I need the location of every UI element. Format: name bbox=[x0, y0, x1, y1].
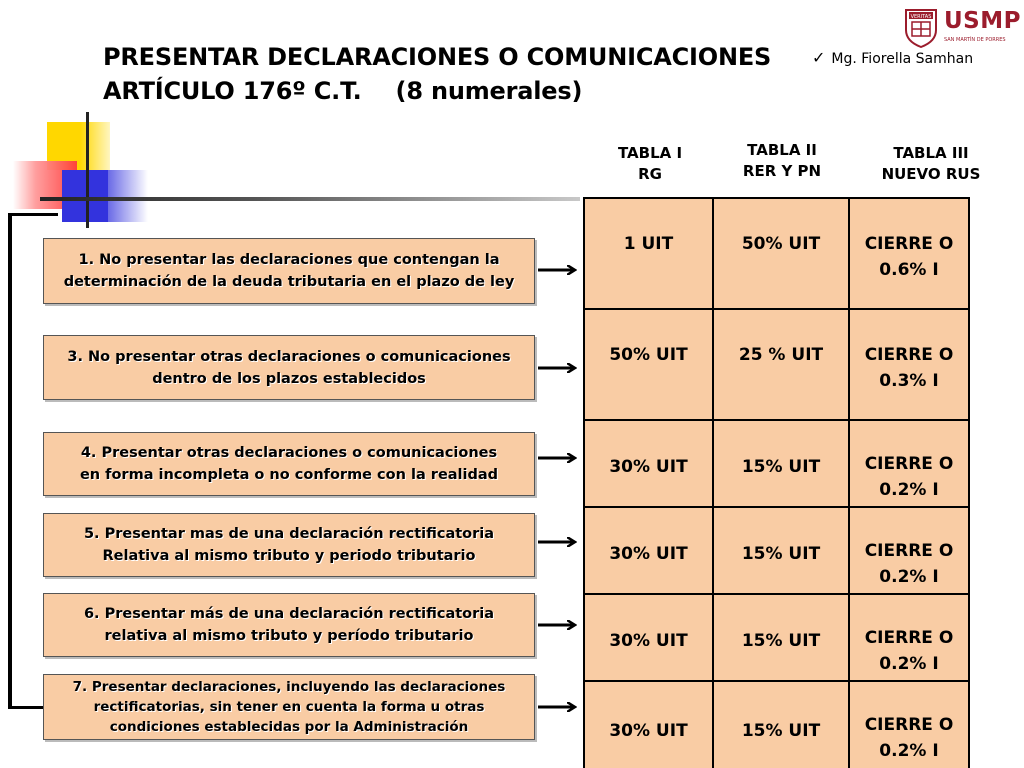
table-row bbox=[584, 420, 969, 507]
table-row bbox=[584, 309, 969, 420]
logo-text: USMP bbox=[944, 8, 1021, 34]
cell-tabla-1: 1 UIT bbox=[584, 198, 713, 309]
checkmark-icon: ✓ bbox=[812, 48, 826, 67]
infraction-box-3: 3. No presentar otras declaraciones o comunicaciones dentro de los plazos establecidos bbox=[43, 335, 535, 400]
seal-text: VERITAS bbox=[910, 14, 932, 20]
cell-tabla-1: 50% UIT bbox=[584, 309, 713, 420]
cell-tabla-2: 15% UIT bbox=[713, 420, 849, 507]
infraction-box-5: 5. Presentar mas de una declaración rectificatoria Relativa al mismo tributo y periodo tributario bbox=[43, 513, 535, 577]
cell-tabla-1: 30% UIT bbox=[584, 420, 713, 507]
cell-tabla-3: CIERRE O 0.3% I bbox=[849, 309, 969, 420]
column-header-tabla-3: TABLA III NUEVO RUS bbox=[881, 144, 981, 183]
cell-tabla-3: CIERRE O 0.2% I bbox=[849, 681, 969, 768]
infraction-box-6: 6. Presentar más de una declaración rectificatoria relativa al mismo tributo y período tributario bbox=[43, 593, 535, 657]
column-header-tabla-1: TABLA I RG bbox=[617, 144, 683, 183]
cell-tabla-1: 30% UIT bbox=[584, 507, 713, 594]
infraction-box-4: 4. Presentar otras declaraciones o comunicaciones en forma incompleta o no conforme con la realidad bbox=[43, 432, 535, 496]
infraction-box-1: 1. No presentar las declaraciones que contengan la determinación de la deuda tributaria en el plazo de ley bbox=[43, 238, 535, 304]
cell-tabla-3: CIERRE O 0.2% I bbox=[849, 420, 969, 507]
cell-tabla-3: CIERRE O 0.2% I bbox=[849, 594, 969, 681]
title-article: ARTÍCULO 176º C.T. bbox=[103, 77, 362, 105]
cell-tabla-1: 30% UIT bbox=[584, 594, 713, 681]
cell-tabla-3: CIERRE O 0.6% I bbox=[849, 198, 969, 309]
cell-tabla-2: 50% UIT bbox=[713, 198, 849, 309]
cell-tabla-2: 15% UIT bbox=[713, 594, 849, 681]
title-numerals: (8 numerales) bbox=[395, 77, 583, 105]
cell-tabla-3: CIERRE O 0.2% I bbox=[849, 507, 969, 594]
title-line-1: PRESENTAR DECLARACIONES O COMUNICACIONES bbox=[103, 43, 772, 71]
logo-subtext: SAN MARTÍN DE PORRES bbox=[944, 37, 1006, 43]
table-row bbox=[584, 594, 969, 681]
column-header-tabla-2: TABLA II RER Y PN bbox=[742, 141, 822, 180]
table-row bbox=[584, 507, 969, 594]
cell-tabla-2: 15% UIT bbox=[713, 681, 849, 768]
table-row bbox=[584, 681, 969, 768]
cell-tabla-1: 30% UIT bbox=[584, 681, 713, 768]
infraction-box-7: 7. Presentar declaraciones, incluyendo las declaraciones rectificatorias, sin tener en cuenta la forma u otras condiciones establecidas por la Administración bbox=[43, 674, 535, 740]
table-row bbox=[584, 198, 969, 309]
cell-tabla-2: 25 % UIT bbox=[713, 309, 849, 420]
author-name: Mg. Fiorella Samhan bbox=[831, 51, 974, 67]
cell-tabla-2: 15% UIT bbox=[713, 507, 849, 594]
sanctions-table bbox=[583, 197, 970, 768]
